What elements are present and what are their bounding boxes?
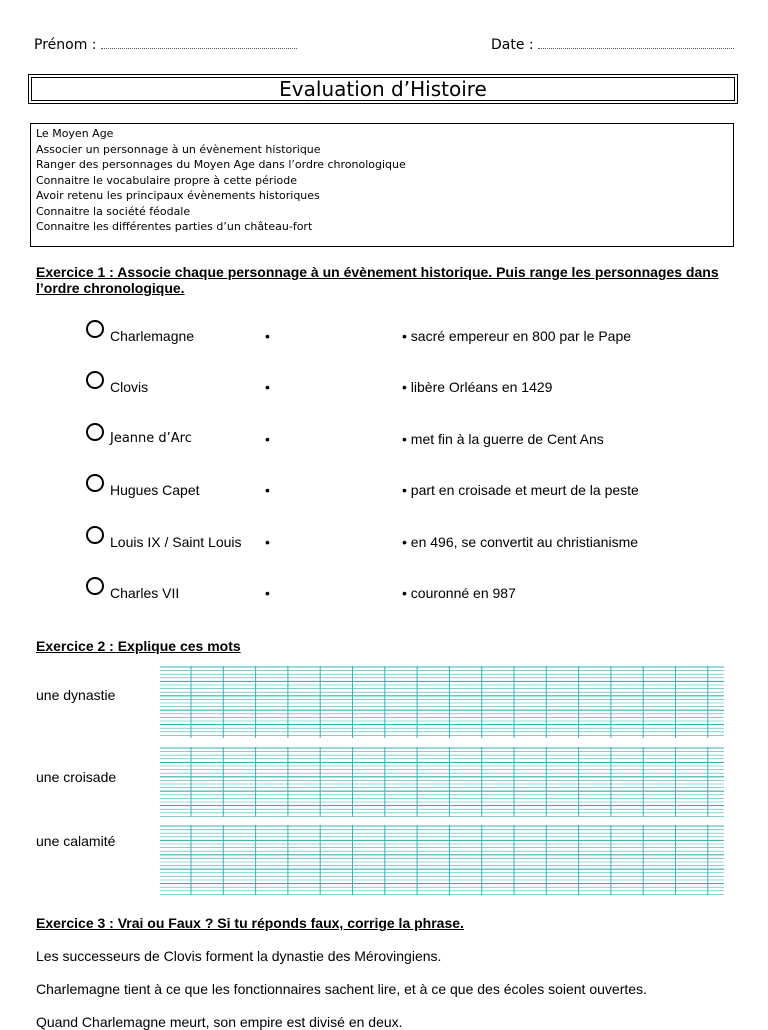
statement: Les successeurs de Clovis forment la dynastie des Mérovingiens. bbox=[36, 948, 442, 964]
writing-grid[interactable] bbox=[160, 747, 724, 817]
exercise2-title: Exercice 2 : Explique ces mots bbox=[36, 638, 241, 654]
objective-item: Associer un personnage à un évènement historique bbox=[36, 142, 321, 156]
prenom-blank[interactable] bbox=[101, 48, 297, 49]
objective-item: Connaitre le vocabulaire propre à cette période bbox=[36, 173, 297, 187]
event-label[interactable]: • libère Orléans en 1429 bbox=[402, 379, 553, 395]
person-label: Charlemagne bbox=[110, 328, 195, 344]
bullet-left[interactable]: • bbox=[265, 431, 270, 447]
person-label: Hugues Capet bbox=[110, 482, 200, 498]
event-label[interactable]: • met fin à la guerre de Cent Ans bbox=[402, 431, 604, 447]
event-label[interactable]: • sacré empereur en 800 par le Pape bbox=[402, 328, 632, 344]
bullet-left[interactable]: • bbox=[265, 328, 270, 344]
circle-icon[interactable] bbox=[86, 526, 104, 544]
exercise3-title: Exercice 3 : Vrai ou Faux ? Si tu réponds faux, corrige la phrase. bbox=[36, 915, 464, 931]
bullet-left[interactable]: • bbox=[265, 534, 270, 550]
objective-item: Connaitre la société féodale bbox=[36, 204, 191, 218]
exercise1-title-line1: Exercice 1 : Associe chaque personnage à un évènement historique. Puis range les personnages dans bbox=[36, 264, 719, 280]
statement: Charlemagne tient à ce que les fonctionnaires sachent lire, et à ce que des écoles soient ouvertes. bbox=[36, 981, 647, 997]
objective-item: Avoir retenu les principaux évènements historiques bbox=[36, 189, 320, 202]
objective-item: Ranger des personnages du Moyen Age dans l’ordre chronologique bbox=[36, 158, 406, 171]
objective-item: Connaitre les différentes parties d’un château-fort bbox=[36, 220, 313, 233]
person-label: Louis IX / Saint Louis bbox=[110, 534, 242, 550]
bullet-left[interactable]: • bbox=[265, 379, 270, 395]
exercise1-title bbox=[36, 264, 736, 296]
person-label: Charles VII bbox=[110, 585, 180, 601]
person-label: Jeanne d’Arc bbox=[110, 431, 192, 446]
event-label[interactable]: • part en croisade et meurt de la peste bbox=[402, 482, 639, 498]
date-label: Date : bbox=[491, 37, 534, 53]
bullet-left[interactable]: • bbox=[265, 585, 270, 601]
date-blank[interactable] bbox=[538, 48, 734, 49]
bullet-left[interactable]: • bbox=[265, 482, 270, 498]
circle-icon[interactable] bbox=[86, 423, 104, 441]
word-label: une croisade bbox=[36, 769, 117, 785]
word-label: une calamité bbox=[36, 833, 116, 849]
title-box bbox=[28, 74, 738, 104]
person-label: Clovis bbox=[110, 379, 149, 395]
prenom-label: Prénom : bbox=[34, 37, 97, 53]
circle-icon[interactable] bbox=[86, 371, 104, 389]
statement: Quand Charlemagne meurt, son empire est divisé en deux. bbox=[36, 1014, 403, 1030]
event-label[interactable]: • couronné en 987 bbox=[402, 585, 516, 601]
circle-icon[interactable] bbox=[86, 320, 104, 338]
writing-grid[interactable] bbox=[160, 825, 724, 895]
date-field bbox=[491, 37, 734, 53]
circle-icon[interactable] bbox=[86, 474, 104, 492]
page-title: Evaluation d’Histoire bbox=[31, 77, 735, 101]
objective-item: Le Moyen Age bbox=[36, 127, 114, 140]
event-label[interactable]: • en 496, se convertit au christianisme bbox=[402, 534, 639, 550]
exercise1-title-line2: l’ordre chronologique. bbox=[36, 280, 185, 296]
writing-grid[interactable] bbox=[160, 666, 724, 738]
prenom-field bbox=[34, 37, 297, 53]
word-label: une dynastie bbox=[36, 687, 116, 703]
objectives-box bbox=[30, 123, 734, 247]
circle-icon[interactable] bbox=[86, 577, 104, 595]
